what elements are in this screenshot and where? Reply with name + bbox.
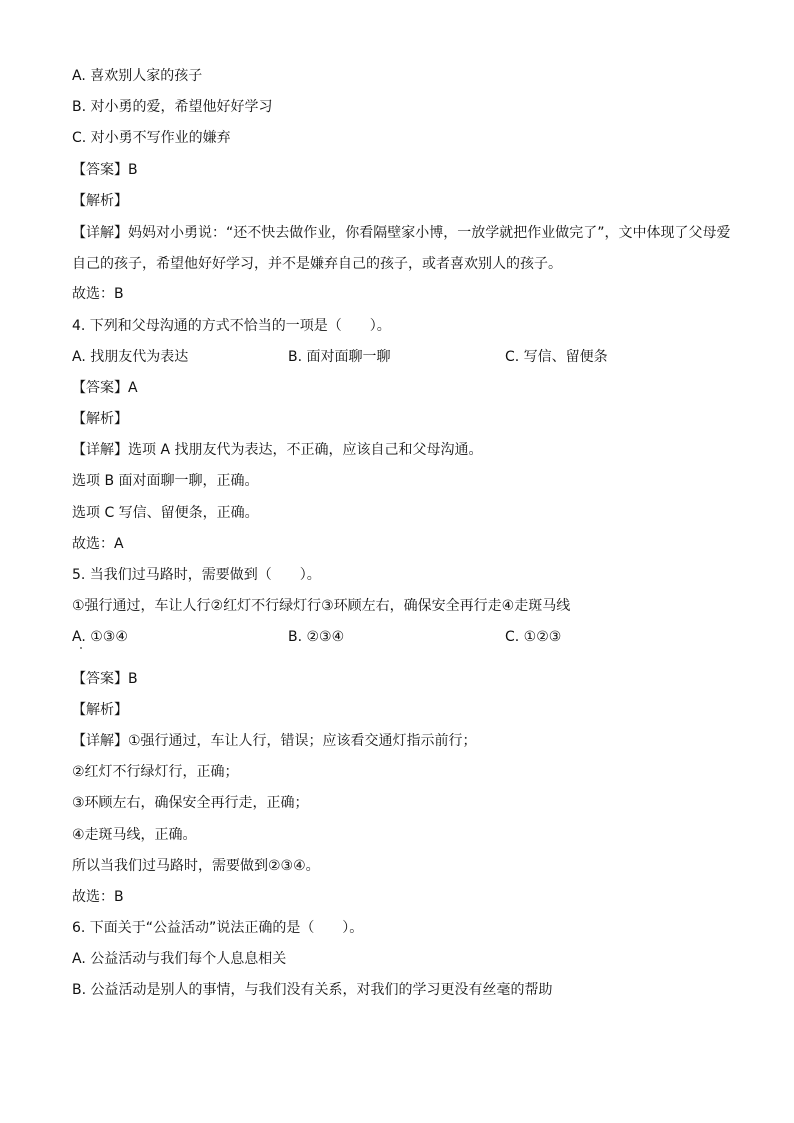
q3-answer: 【答案】B	[72, 161, 138, 178]
q4-question: 4. 下列和父母沟通的方式不恰当的一项是（ ）。	[72, 317, 391, 334]
q6-question: 6. 下面关于“公益活动”说法正确的是（ ）。	[72, 920, 364, 937]
q5-question: 5. 当我们过马路时，需要做到（ ）。	[72, 567, 321, 584]
q5-detail-3: ③环顾左右，确保安全再行走，正确；	[72, 795, 309, 812]
q3-option-c: C. 对小勇不写作业的嫌弃	[72, 130, 231, 147]
q3-choice: 故选：B	[72, 286, 124, 303]
q3-detail: 【详解】妈妈对小勇说：“还不快去做作业，你看隔壁家小博，一放学就把作业做完了”，文中体现了父母爱自己的孩子，希望他好好学习，并不是嫌弃自己的孩子，或者喜欢别人的孩子。	[72, 224, 731, 273]
q5-choice: 故选：B	[72, 888, 124, 905]
q4-choice: 故选：A	[72, 535, 124, 552]
q5-option-c: C. ①②③	[505, 629, 562, 646]
q3-option-b: B. 对小勇的爱，希望他好好学习	[72, 99, 273, 116]
q5-detail-1: 【详解】①强行通过，车让人行，错误；应该看交通灯指示前行；	[72, 732, 477, 749]
q5-detail-2: ②红灯不行绿灯行，正确；	[72, 764, 239, 781]
q5-answer: 【答案】B	[72, 670, 138, 687]
q4-option-c: C. 写信、留便条	[505, 348, 608, 365]
q5-options	[72, 623, 732, 654]
q4-detail-1: 【详解】选项 A 找朋友代为表达，不正确，应该自己和父母沟通。	[72, 442, 483, 459]
q4-detail-2: 选项 B 面对面聊一聊，正确。	[72, 473, 259, 490]
q5-option-b: B. ②③④	[288, 629, 345, 646]
q5-option-a: A. ①③④	[72, 629, 128, 646]
stray-dot	[80, 647, 82, 649]
q6-option-b: B. 公益活动是别人的事情，与我们没有关系，对我们的学习更没有丝毫的帮助	[72, 982, 553, 999]
q5-detail-5: 所以当我们过马路时，需要做到②③④。	[72, 857, 320, 874]
q4-options	[72, 343, 732, 374]
q4-option-a: A. 找朋友代为表达	[72, 348, 189, 365]
q4-option-b: B. 面对面聊一聊	[288, 348, 391, 365]
q4-detail-3: 选项 C 写信、留便条，正确。	[72, 504, 259, 521]
q4-analysis-heading: 【解析】	[72, 411, 128, 428]
q5-detail-4: ④走斑马线，正确。	[72, 826, 197, 843]
stray-mark	[72, 655, 732, 665]
q5-statements: ①强行通过，车让人行②红灯不行绿灯行③环顾左右，确保安全再行走④走斑马线	[72, 598, 571, 615]
q4-answer: 【答案】A	[72, 379, 138, 396]
q3-analysis-heading: 【解析】	[72, 192, 128, 209]
q5-analysis-heading: 【解析】	[72, 701, 128, 718]
q3-option-a: A. 喜欢别人家的孩子	[72, 68, 203, 84]
q6-option-a: A. 公益活动与我们每个人息息相关	[72, 951, 287, 968]
document-page	[72, 62, 732, 1008]
